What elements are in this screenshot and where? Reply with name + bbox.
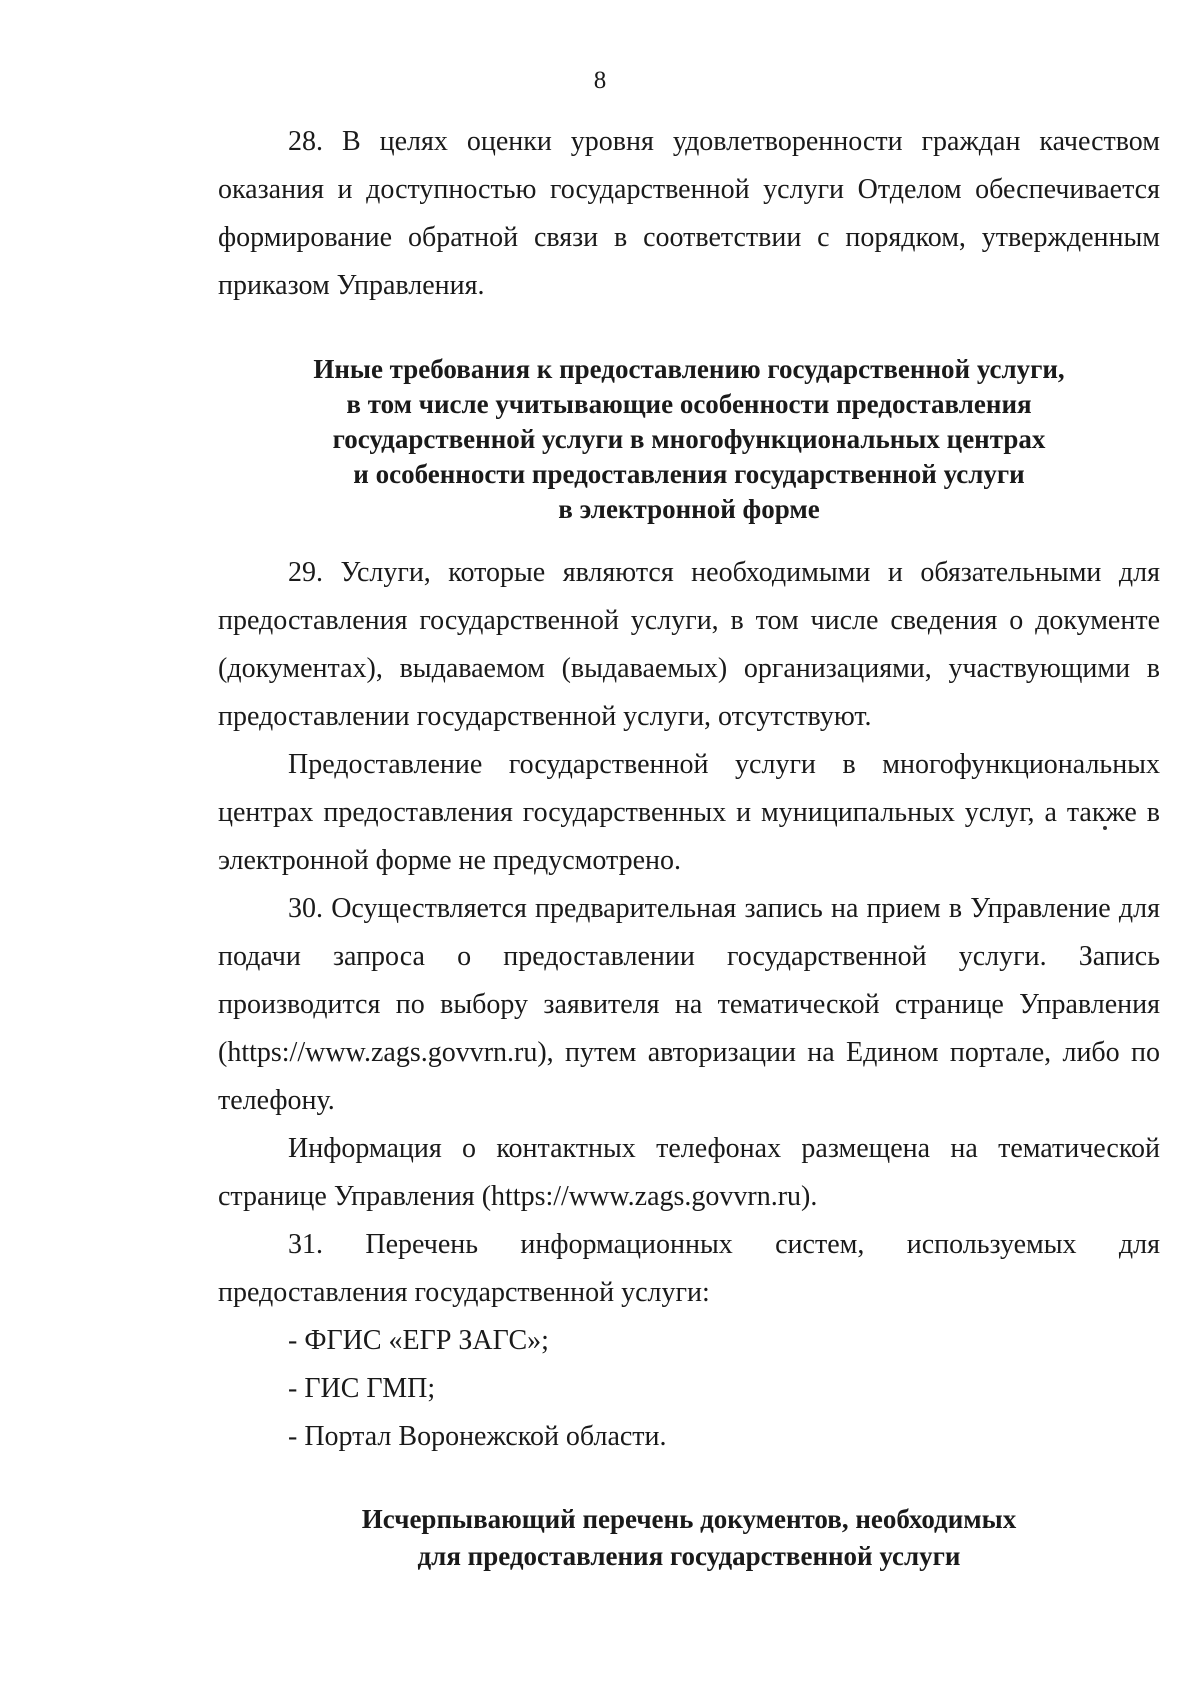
list-item: - Портал Воронежской области.: [288, 1421, 667, 1452]
paragraph-29: 29. Услуги, которые являются необходимыми и обязательными для предоставления государственной услуги, в том числе сведения о документе (документах), выдаваемом (выдаваемых) организациями, участвующими в предоставлении государственной услуги, отсутствуют.: [218, 557, 1160, 732]
heading-line: в том числе учитывающие особенности предоставления: [346, 389, 1032, 419]
page-number: 8: [593, 67, 607, 94]
heading-line: в электронной форме: [558, 494, 820, 524]
paragraph-28: 28. В целях оценки уровня удовлетворенности граждан качеством оказания и доступностью государственной услуги Отделом обеспечивается формирование обратной связи в соответствии с порядком, утвержденным приказом Управления.: [218, 126, 1160, 301]
list-item: - ГИС ГМП;: [288, 1373, 436, 1404]
heading-line: и особенности предоставления государственной услуги: [353, 459, 1025, 489]
heading-line: государственной услуги в многофункциональных центрах: [332, 424, 1046, 454]
document-body: [218, 118, 1160, 1575]
heading-line: для предоставления государственной услуги: [417, 1541, 961, 1571]
paragraph-30-contacts: Информация о контактных телефонах размещена на тематической странице Управления (https://www.zags.govvrn.ru).: [218, 1133, 1160, 1212]
section-heading-documents-list: [218, 1501, 1160, 1575]
paragraph-29-mfc: Предоставление государственной услуги в многофункциональных центрах предоставления государственных и муниципальных услуг, а также в электронной форме не предусмотрено.: [218, 749, 1160, 876]
paragraph-31: 31. Перечень информационных систем, используемых для предоставления государственной услуги:: [218, 1229, 1160, 1308]
heading-line: Исчерпывающий перечень документов, необходимых: [361, 1504, 1017, 1534]
list-item: - ФГИС «ЕГР ЗАГС»;: [288, 1325, 549, 1356]
paragraph-30: 30. Осуществляется предварительная запись на прием в Управление для подачи запроса о предоставлении государственной услуги. Запись производится по выбору заявителя на тематической странице Управления (https://www.zags.govvrn.ru), путем авторизации на Едином портале, либо по телефону.: [218, 893, 1160, 1116]
heading-line: Иные требования к предоставлению государственной услуги,: [313, 354, 1065, 384]
section-heading-other-requirements: [218, 352, 1160, 527]
